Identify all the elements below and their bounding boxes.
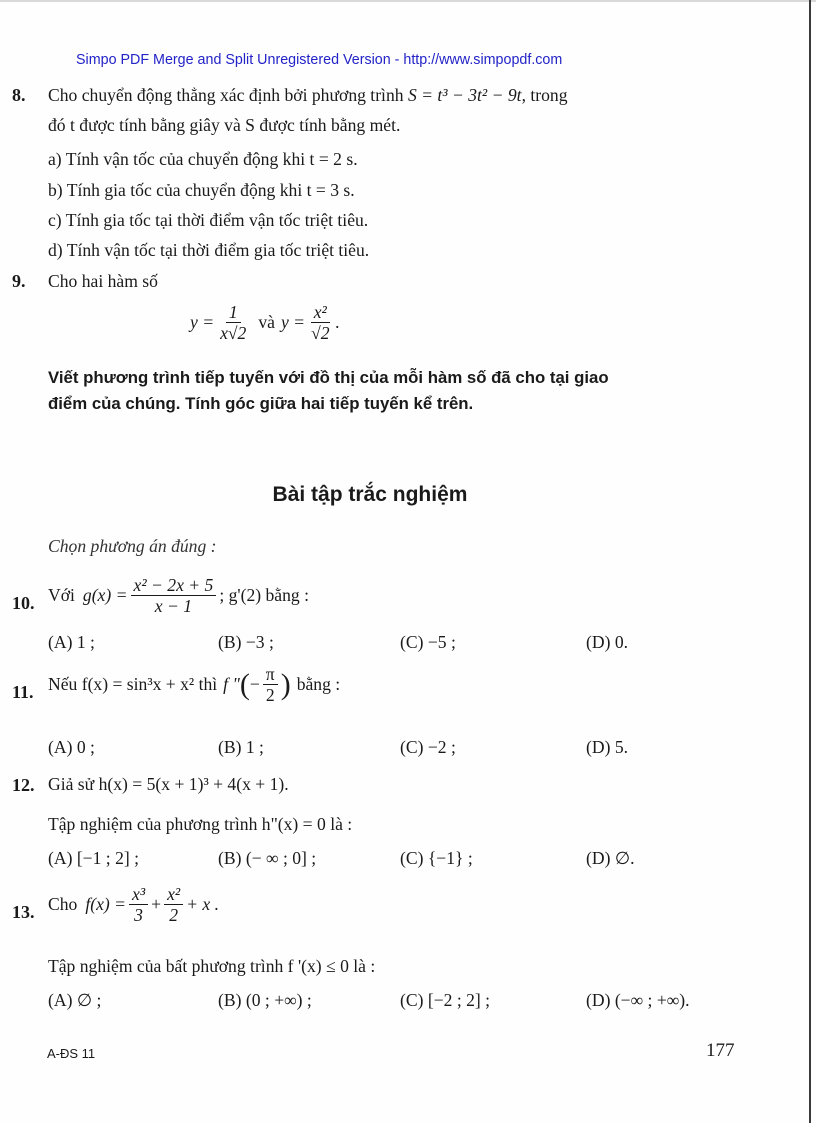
subquestion-b: b) Tính gia tốc của chuyển động khi t = 3 s. [48,180,355,200]
question-12-line-2: Tập nghiệm của phương trình h"(x) = 0 là : [48,814,353,834]
option-c: (C) −5 ; [400,632,456,652]
fraction [131,575,217,616]
denominator: 3 [134,905,143,926]
fraction [217,302,249,343]
instruction-text: Chọn phương án đúng : [48,536,217,556]
formula-lhs: g(x) = [82,584,128,605]
question-13-line-1 [48,884,219,925]
denominator: x√2 [220,323,247,344]
question-text: Với [48,584,75,605]
question-number: 10. [12,593,35,613]
denominator: 2 [169,905,178,926]
option-a: (A) 1 ; [48,632,95,652]
option-b: (B) (− ∞ ; 0] ; [218,848,317,868]
fraction [263,664,278,705]
denominator: 2 [265,685,275,706]
open-paren: ( [239,667,250,701]
formula-lhs: f(x) = [85,893,127,914]
question-10-line [48,575,309,616]
numerator: 1 [226,302,241,323]
subquestion-a: a) Tính vận tốc của chuyển động khi t = 2 s. [48,149,358,169]
question-number: 8. [12,85,26,105]
option-d: (D) ∅. [586,848,635,868]
close-paren: ) [280,667,291,701]
formula-end: . [335,311,340,332]
option-b: (B) (0 ; +∞) ; [218,990,312,1010]
question-text: , trong [521,85,568,105]
subquestion-c: c) Tính gia tốc tại thời điểm vận tốc triệt tiêu. [48,210,369,230]
question-9-line-1: Viết phương trình tiếp tuyến với đồ thị của mỗi hàm số đã cho tại giao [48,368,609,387]
numerator: x² − 2x + 5 [131,575,217,596]
minus-sign: − [249,673,260,694]
question-8-line-2: đó t được tính bằng giây và S được tính bằng mét. [48,115,401,135]
question-text: Cho [48,893,78,914]
question-8-line-1 [48,87,568,105]
question-text: bằng : [296,673,341,694]
question-number: 13. [12,902,35,922]
option-d: (D) 0. [586,632,629,652]
option-c: (C) −2 ; [400,737,456,757]
scan-right-edge [809,0,811,1123]
denominator: x − 1 [154,596,193,617]
question-13-line-2: Tập nghiệm của bất phương trình f '(x) ≤ 0 là : [48,956,376,976]
option-d: (D) (−∞ ; +∞). [586,990,690,1010]
option-d: (D) 5. [586,737,629,757]
option-a: (A) [−1 ; 2] ; [48,848,140,868]
question-12-line-1: Giả sử h(x) = 5(x + 1)³ + 4(x + 1). [48,774,289,794]
question-text: Cho hai hàm số [48,271,158,291]
question-text: ; g'(2) bằng : [219,584,309,605]
fraction [129,884,148,925]
footer-book-code: A-ĐS 11 [47,1046,96,1061]
plus-sign: + [151,893,162,914]
option-a: (A) 0 ; [48,737,95,757]
option-c: (C) {−1} ; [400,848,473,868]
watermark-text: Simpo PDF Merge and Split Unregistered Version - http://www.simpopdf.com [76,52,563,68]
numerator: x² [164,884,183,905]
equation: S = t³ − 3t² − 9t [407,85,522,105]
formula-lhs: y = [190,311,215,332]
subquestion-d: d) Tính vận tốc tại thời điểm gia tốc triệt tiêu. [48,240,370,260]
numerator: x² [311,302,330,323]
formula-tail: + x . [186,893,220,914]
question-text: Nếu f(x) = sin³x + x² thì [48,673,218,694]
option-b: (B) −3 ; [218,632,274,652]
section-heading: Bài tập trắc nghiệm [272,483,468,506]
fraction [164,884,183,925]
formula-lhs: y = [280,311,306,332]
numerator: π [263,664,278,685]
question-number: 11. [12,682,34,702]
scan-top-edge [0,0,816,2]
option-a: (A) ∅ ; [48,990,102,1010]
second-derivative: f " [223,673,240,694]
formula-pair [190,302,340,343]
denominator: √2 [311,323,330,344]
option-b: (B) 1 ; [218,737,264,757]
connector-text: và [258,311,275,332]
option-c: (C) [−2 ; 2] ; [400,990,491,1010]
fraction [308,302,332,343]
page-number: 177 [706,1040,735,1061]
question-number: 12. [12,775,35,795]
question-text: Cho chuyển động thẳng xác định bởi phương trình [48,85,404,105]
question-9-line-2: điểm của chúng. Tính góc giữa hai tiếp tuyến kể trên. [48,394,474,413]
question-number: 9. [12,271,26,291]
question-11-line [48,664,340,705]
numerator: x³ [129,884,148,905]
